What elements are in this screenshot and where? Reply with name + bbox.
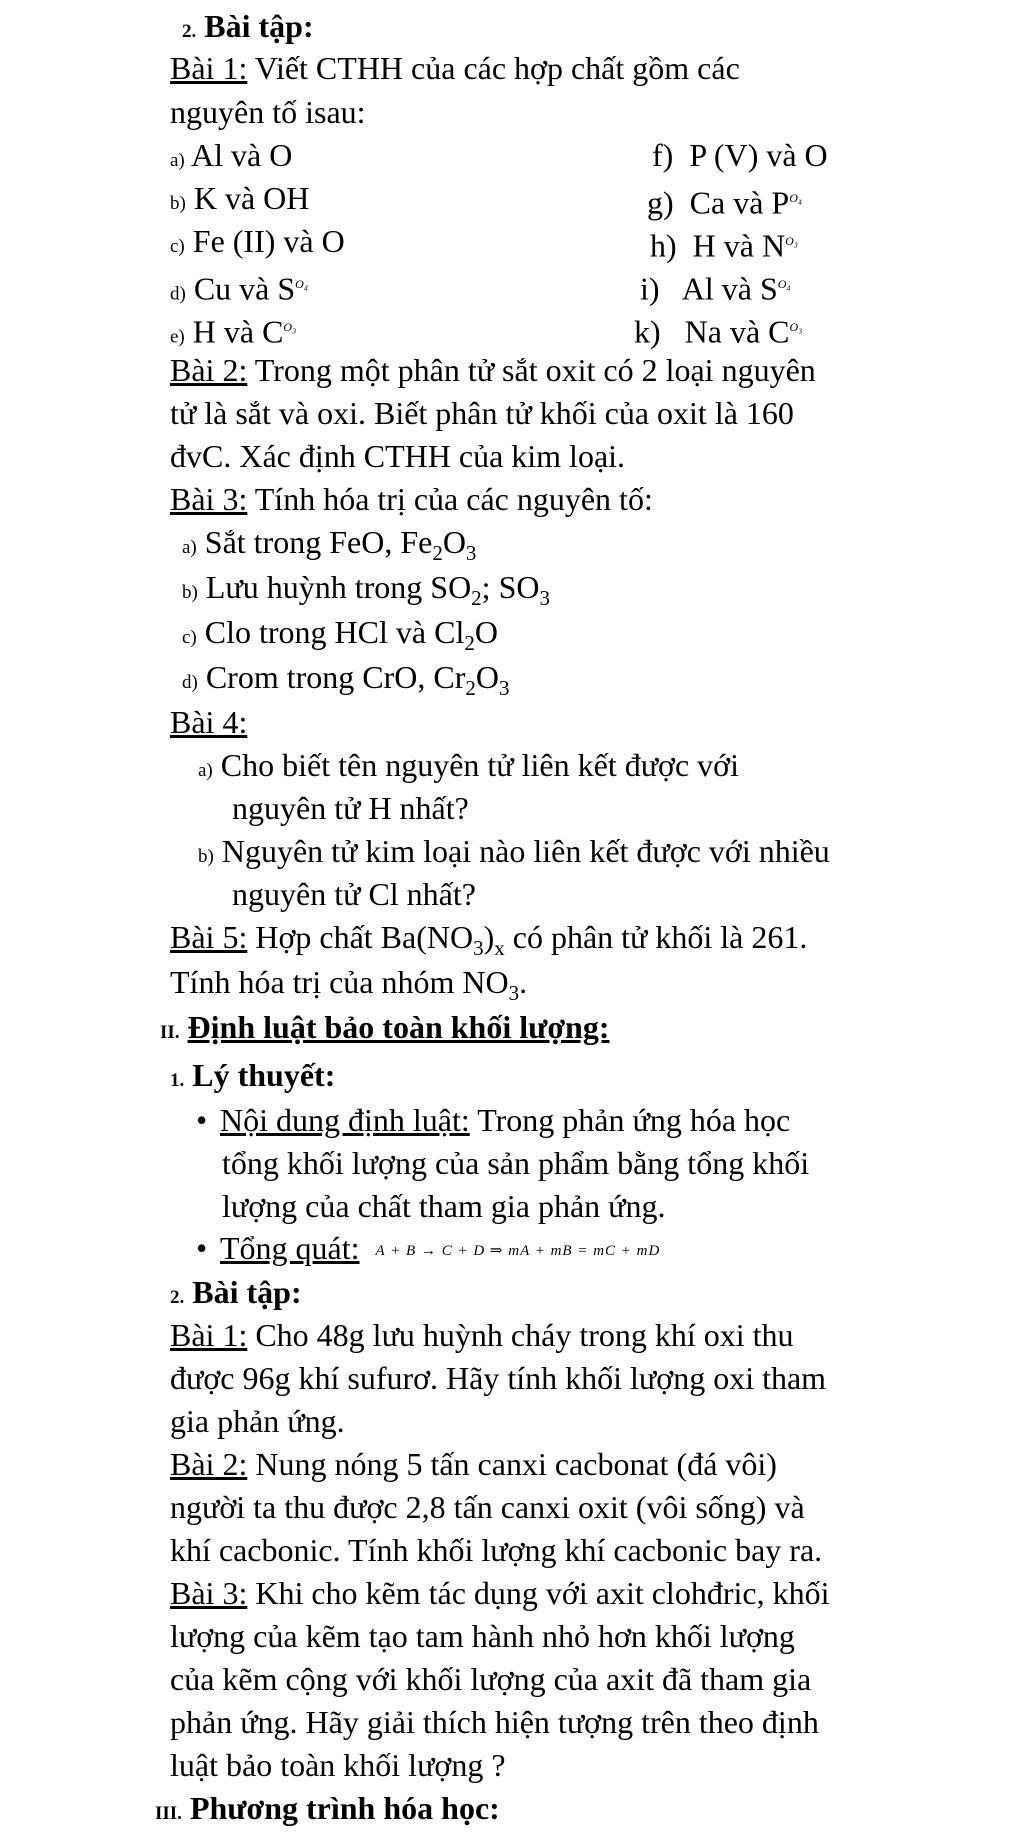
exercise-2: Bài 2: Trong một phân tử sắt oxit có 2 loại nguyên <box>170 352 816 388</box>
theory-bullet: • Tổng quát: A + B → C + D ⇒ mA + mB = mC + mD <box>196 1230 661 1266</box>
exercise-2-cont: tử là sắt và oxi. Biết phân tử khối của oxit là 160 <box>170 395 794 431</box>
theory-cont: tổng khối lượng của sản phẩm bằng tổng khối <box>222 1145 810 1181</box>
list-item: b) Lưu huỳnh trong $SO_2$; $SO_3$ <box>182 569 550 610</box>
list-item-cont: nguyên tử H nhất? <box>232 790 469 826</box>
exercise-2-cont: người ta thu được 2,8 tấn canxi oxit (vôi sống) và <box>170 1489 805 1525</box>
subsection-heading: 1. Lý thuyết: <box>170 1057 336 1093</box>
exercise-5: Bài 5: Hợp chất $Ba(NO_3)_x$ có phân tử khối là 261. <box>170 919 808 960</box>
section-heading: II. Định luật bảo toàn khối lượng: <box>160 1009 610 1045</box>
section-heading: III. Phương trình hóa học: <box>155 1790 500 1826</box>
list-item: c) Fe (II) và O <box>170 223 345 259</box>
exercise-1: Bài 1: Cho 48g lưu huỳnh cháy trong khí oxi thu <box>170 1317 794 1353</box>
list-item: c) Clo trong HCl và $Cl_2O$ <box>182 614 498 655</box>
conservation-formula: A + B → C + D ⇒ mA + mB = mC + mD <box>375 1243 661 1259</box>
theory-cont: lượng của chất tham gia phản ứng. <box>222 1188 666 1224</box>
exercise-2-cont: khí cacbonic. Tính khối lượng khí cacbonic bay ra. <box>170 1532 823 1568</box>
exercise-3-cont: của kẽm cộng với khối lượng của axit đã tham gia <box>170 1661 812 1697</box>
exercise-3-cont: phản ứng. Hãy giải thích hiện tượng trên theo định <box>170 1704 819 1740</box>
list-item: g) Ca và $P^{O_4}$ <box>647 184 803 221</box>
list-item: i) Al và $S^{O_4}$ <box>640 270 791 307</box>
exercise-1-cont: nguyên tố isau: <box>170 94 366 130</box>
exercise-3-cont: luật bảo toàn khối lượng ? <box>170 1747 506 1783</box>
exercise-3: Bài 3: Khi cho kẽm tác dụng với axit clohđric, khối <box>170 1575 830 1611</box>
exercise-2-cont: đvC. Xác định CTHH của kim loại. <box>170 438 626 474</box>
exercise-2: Bài 2: Nung nóng 5 tấn canxi cacbonat (đá vôi) <box>170 1446 777 1482</box>
subsection-heading: 2. Bài tập: <box>170 1274 302 1310</box>
list-item: k) Na và $C^{O_3}$ <box>634 313 803 350</box>
list-item: b) K và OH <box>170 180 310 216</box>
list-item: b) Nguyên tử kim loại nào liên kết được với nhiều <box>198 833 830 869</box>
list-item: a) Al và O <box>170 137 293 173</box>
exercise-1-cont: gia phản ứng. <box>170 1403 345 1439</box>
exercise-5-cont: Tính hóa trị của nhóm $NO_3$. <box>170 964 528 1005</box>
exercise-3-cont: lượng của kẽm tạo tam hành nhỏ hơn khối lượng <box>170 1618 795 1654</box>
list-item: e) H và $C^{O_3}$ <box>170 313 297 350</box>
list-item: a) Cho biết tên nguyên tử liên kết được với <box>198 747 739 783</box>
list-item: a) Sắt trong FeO, $Fe_2O_3$ <box>182 524 477 565</box>
list-item: d) Crom trong CrO, $Cr_2O_3$ <box>182 659 510 700</box>
list-item: f) P (V) và O <box>652 137 828 173</box>
section-heading: 2. Bài tập: <box>182 8 314 44</box>
exercise-3: Bài 3: Tính hóa trị của các nguyên tố: <box>170 481 653 517</box>
theory-bullet: • Nội dung định luật: Trong phản ứng hóa học <box>196 1102 791 1138</box>
list-item-cont: nguyên tử Cl nhất? <box>232 876 476 912</box>
list-item: d) Cu và $S^{O_4}$ <box>170 270 309 307</box>
exercise-4: Bài 4: <box>170 704 248 740</box>
exercise-1: Bài 1: Viết CTHH của các hợp chất gồm các <box>170 50 740 86</box>
exercise-1-cont: được 96g khí sufurơ. Hãy tính khối lượng oxi tham <box>170 1360 827 1396</box>
list-item: h) H và $N^{O_3}$ <box>650 227 798 264</box>
